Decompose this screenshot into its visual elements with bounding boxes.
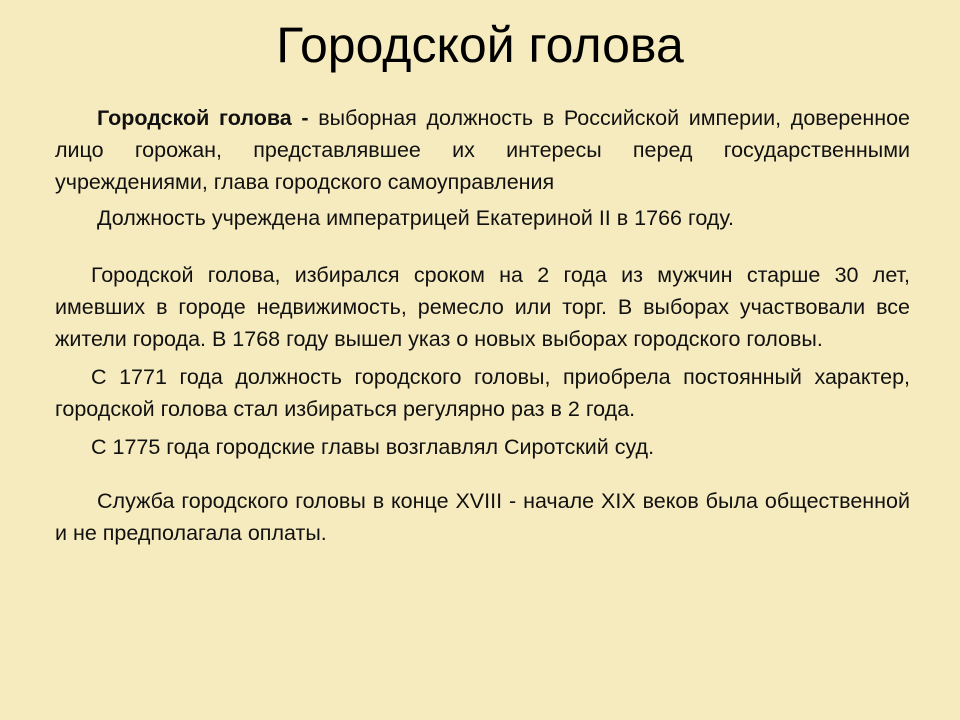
paragraph-1771: С 1771 года должность городского головы, приобрела постоянный характер, городской голова стал избираться регулярно раз в 2 года. (55, 365, 910, 421)
paragraph-established: Должность учреждена императрицей Екатериной II в 1766 году. (97, 206, 734, 230)
slide-title: Городской голова (276, 17, 684, 73)
term-label: Городской голова - (97, 106, 309, 130)
paragraph-1775: С 1775 года городские главы возглавлял Сиротский суд. (91, 435, 655, 459)
paragraph-definition (55, 102, 910, 198)
definition-text: выборная должность в Российской империи, доверенное лицо горожан, представлявшее их интересы перед государственными учреждениями, глава городского самоуправления (55, 106, 910, 194)
slide-body (55, 102, 910, 549)
paragraph-service: Служба городского головы в конце XVIII - начале XIX веков была общественной и не предполагала оплаты. (55, 489, 910, 545)
paragraph-election: Городской голова, избирался сроком на 2 года из мужчин старше 30 лет, имевших в городе недвижимость, ремесло или торг. В выборах участвовали все жители города. В 1768 году вышел указ о новых выборах городского головы. (55, 263, 910, 351)
